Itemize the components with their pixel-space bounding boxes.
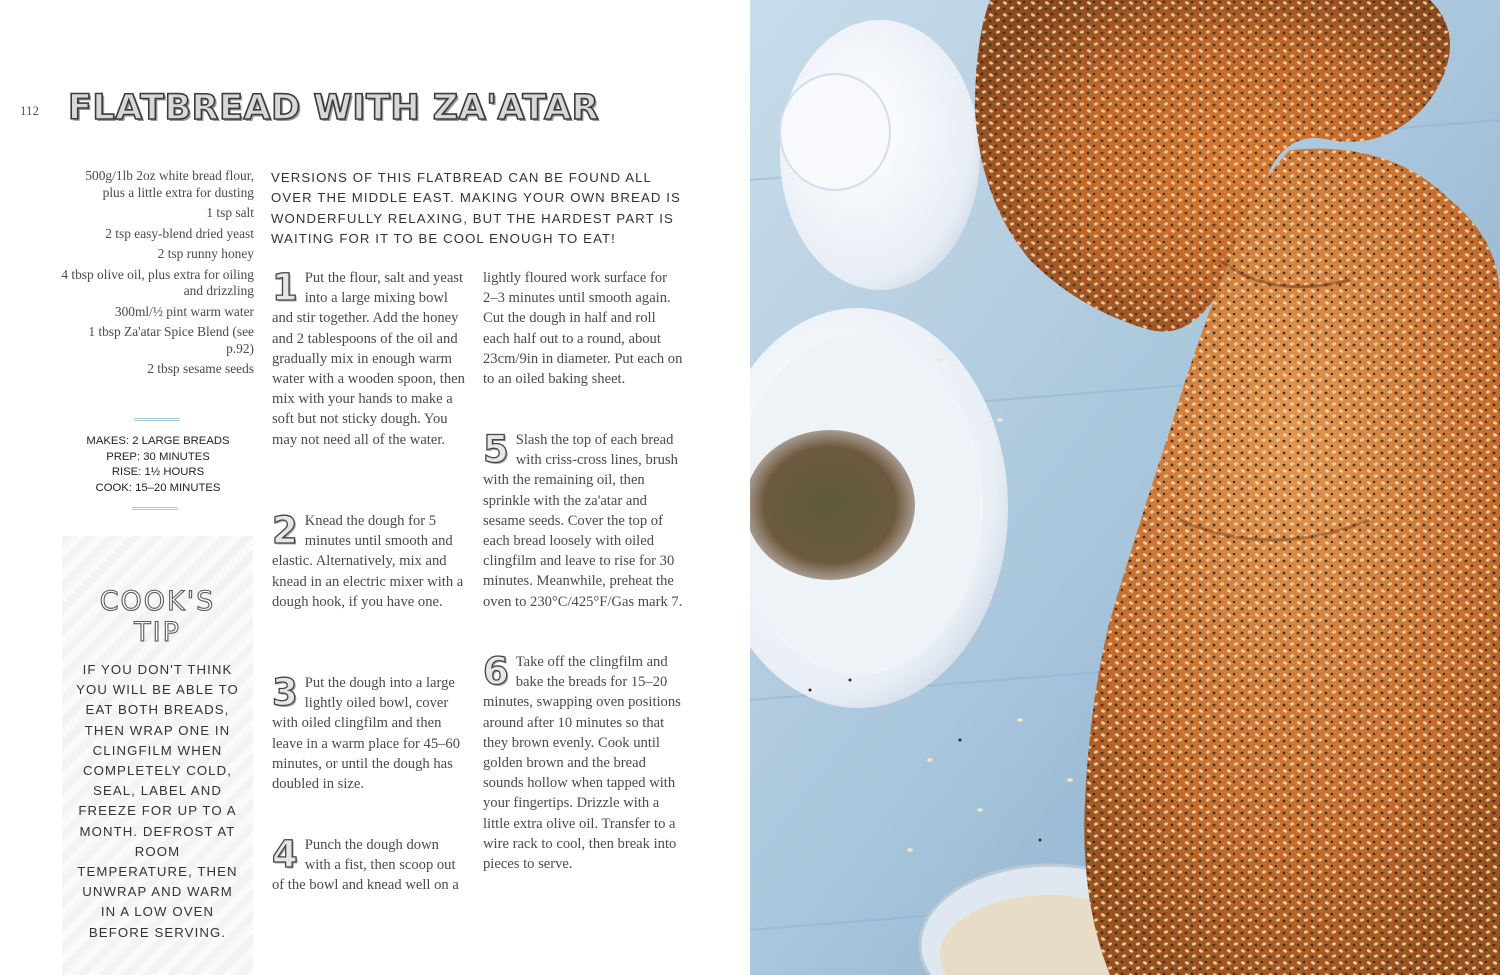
ingredient-item: 2 tsp runny honey [157, 246, 254, 261]
step-text: Punch the dough down with a fist, then scoop out of the bowl and knead well on a [272, 837, 459, 894]
step-text: lightly floured work surface for 2–3 minutes until smooth again. Cut the dough in half and roll each half out to a round, about 23cm/9in in diameter. Put each on to an oiled baking sheet. [483, 270, 683, 388]
method-step [272, 673, 467, 794]
step-number: 4 [272, 833, 298, 876]
step-number: 2 [272, 509, 298, 552]
method-step [272, 268, 467, 450]
ingredient-item: 2 tsp easy-blend dried yeast [105, 225, 254, 241]
tip-heading-line: TIP [134, 617, 181, 648]
ingredient-item: 500g/1lb 2oz white bread flour, plus a little extra for dusting [85, 168, 254, 200]
tip-heading-line: COOK'S [99, 586, 216, 617]
method-step [272, 835, 467, 896]
recipe-meta [60, 434, 256, 496]
cooks-tip-box [62, 536, 253, 975]
makes-info: MAKES: 2 LARGE BREADS [86, 435, 230, 447]
ingredient-item: 1 tsp salt [206, 205, 254, 220]
recipe-intro: VERSIONS OF THIS FLATBREAD CAN BE FOUND ALL OVER THE MIDDLE EAST. MAKING YOUR OWN BREAD IS WONDERFULLY RELAXING, BUT THE HARDEST PART IS WAITING FOR IT TO BE COOL ENOUGH TO EAT! [271, 170, 681, 246]
ingredient-item: 1 tbsp Za'atar Spice Blend (see p.92) [88, 324, 254, 356]
method-step [483, 652, 683, 874]
page-number: 112 [20, 103, 40, 118]
cook-info: COOK: 15–20 MINUTES [95, 481, 221, 494]
tip-text: IF YOU DON'T THINK YOU WILL BE ABLE TO EAT BOTH BREADS, THEN WRAP ONE IN CLINGFILM WHEN COMPLETELY COLD, SEAL, LABEL AND FREEZE FOR UP TO A MONTH. DEFROST AT ROOM TEMPERATURE, THEN UNWRAP AND WARM IN A LOW OVEN BEFORE SERVING. [76, 662, 239, 940]
step-number: 5 [483, 428, 509, 471]
divider [132, 507, 178, 510]
tip-heading [62, 586, 253, 648]
step-text: Put the flour, salt and yeast into a large mixing bowl and stir together. Add the honey and 2 tablespoons of the oil and gradually mix in enough warm water with a wooden spoon, then mix with your hands to make a soft but not sticky dough. You may not need all of the water. [272, 270, 465, 448]
flatbread-photo [750, 0, 1500, 975]
ingredient-item: 4 tbsp olive oil, plus extra for oiling and drizzling [61, 266, 254, 298]
step-number: 3 [272, 671, 298, 714]
method-step [272, 511, 467, 612]
ingredient-item: 300ml/½ pint warm water [114, 303, 254, 319]
ingredients-list [60, 168, 254, 382]
step-text: Take off the clingfilm and bake the breads for 15–20 minutes, swapping oven positions around after 10 minutes so that they brown evenly. Cook until golden brown and the bread sounds hollow when tapped with your fingertips. Drizzle with a little extra olive oil. Transfer to a wire rack to cool, then break into pieces to serve. [483, 654, 681, 873]
rise-info: RISE: 1½ HOURS [111, 466, 205, 479]
step-number: 6 [483, 650, 509, 693]
method-step-continued [483, 268, 683, 389]
step-text: Slash the top of each bread with criss-cross lines, brush with the remaining oil, then sprinkle with the za'atar and sesame seeds. Cover the top of each bread loosely with oiled clingfilm and leave to rise for 30 minutes. Meanwhile, preheat the oven to 230°C/425°F/Gas mark 7. [483, 432, 683, 610]
ingredient-item: 2 tbsp sesame seeds [147, 361, 254, 376]
recipe-title: FLATBREAD WITH ZA'ATAR [68, 88, 600, 128]
step-text: Put the dough into a large lightly oiled bowl, cover with oiled clingfilm and then leave in a warm place for 45–60 minutes, or until the dough has doubled in size. [272, 675, 461, 793]
method-step [483, 430, 683, 612]
step-text: Knead the dough for 5 minutes until smooth and elastic. Alternatively, mix and knead in an electric mixer with a dough hook, if you have one. [272, 513, 464, 610]
step-number: 1 [272, 266, 298, 309]
prep-info: PREP: 30 MINUTES [106, 450, 210, 463]
divider [134, 418, 180, 421]
